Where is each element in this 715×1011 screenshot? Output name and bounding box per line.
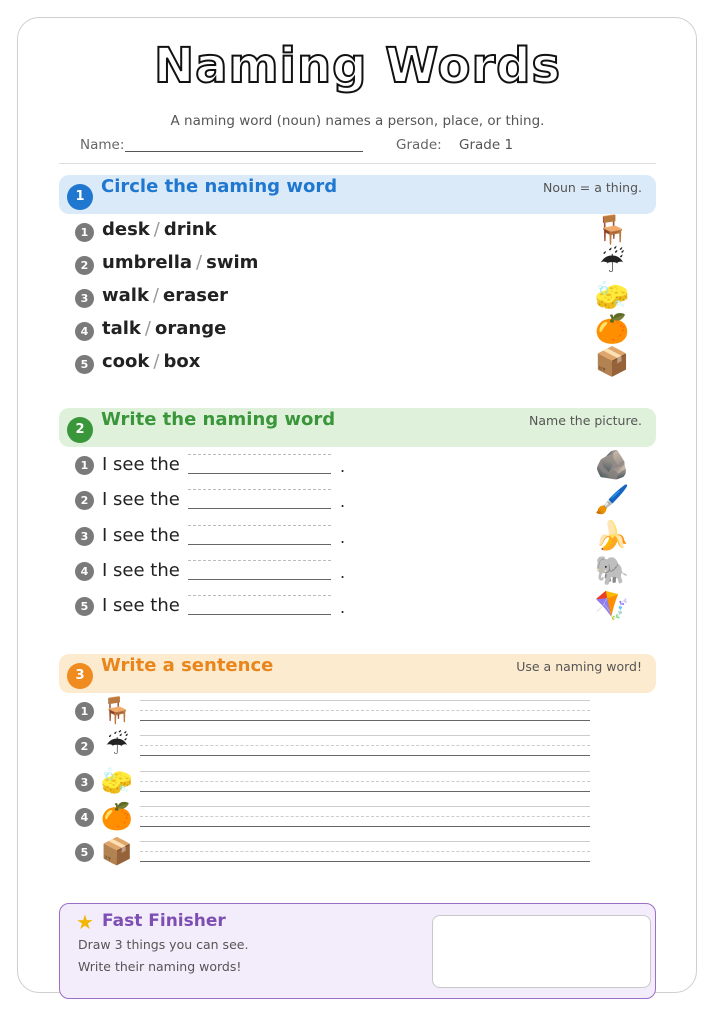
sentence-period: . <box>340 598 346 617</box>
section-hint: Name the picture. <box>529 413 642 428</box>
umbrella-icon: ☔ <box>599 246 625 279</box>
word-option[interactable]: drink <box>163 219 217 240</box>
item-number-badge: 5 <box>75 355 94 374</box>
sentence-writing-line[interactable] <box>140 720 590 721</box>
sentence-prompt: I see the <box>102 454 180 475</box>
item-number-badge: 3 <box>75 527 94 546</box>
answer-guide-line <box>188 489 331 490</box>
writing-line-top <box>140 735 590 736</box>
word-option[interactable]: umbrella <box>102 252 193 273</box>
section-number: 1 <box>67 184 93 210</box>
item-number-badge: 4 <box>75 808 94 827</box>
sentence-prompt: I see the <box>102 595 180 616</box>
writing-line-top <box>140 771 590 772</box>
fast-finisher-line-1: Draw 3 things you can see. <box>78 937 249 952</box>
star-icon: ★ <box>76 910 94 934</box>
section-number: 3 <box>67 663 93 689</box>
word-option[interactable]: swim <box>206 252 259 273</box>
sentence-period: . <box>340 457 346 476</box>
sentence-writing-line[interactable] <box>140 755 590 756</box>
sentence-prompt: I see the <box>102 525 180 546</box>
section-number: 2 <box>67 417 93 443</box>
separator: / <box>153 219 160 240</box>
word-choice-row <box>102 318 226 339</box>
word-choice-row <box>102 219 217 240</box>
header-divider <box>59 163 656 164</box>
item-number-badge: 4 <box>75 562 94 581</box>
word-choice-row <box>102 285 228 306</box>
answer-blank[interactable] <box>188 508 331 509</box>
sentence-period: . <box>340 528 346 547</box>
name-field[interactable] <box>125 151 363 152</box>
item-number-badge: 5 <box>75 597 94 616</box>
sentence-writing-line[interactable] <box>140 791 590 792</box>
separator: / <box>153 351 160 372</box>
section-hint: Use a naming word! <box>516 659 642 674</box>
sentence-period: . <box>340 563 346 582</box>
worksheet-subtitle: A naming word (noun) names a person, place, or thing. <box>170 113 545 129</box>
writing-line-mid <box>140 745 590 746</box>
drawing-box[interactable] <box>432 915 651 988</box>
elephant-icon: 🐘 <box>594 554 630 587</box>
item-number-badge: 2 <box>75 256 94 275</box>
writing-line-mid <box>140 781 590 782</box>
word-choice-row <box>102 252 258 273</box>
word-option[interactable]: desk <box>102 219 150 240</box>
writing-line-mid <box>140 710 590 711</box>
separator: / <box>152 285 159 306</box>
item-number-badge: 4 <box>75 322 94 341</box>
answer-guide-line <box>188 560 331 561</box>
answer-guide-line <box>188 454 331 455</box>
writing-line-top <box>140 841 590 842</box>
rock-icon: 🪨 <box>594 448 630 481</box>
item-number-badge: 1 <box>75 702 94 721</box>
word-option[interactable]: eraser <box>163 285 229 306</box>
kite-icon: 🪁 <box>594 589 630 622</box>
item-number-badge: 1 <box>75 456 94 475</box>
item-number-badge: 5 <box>75 843 94 862</box>
umbrella-icon: ☔ <box>105 731 129 761</box>
fast-finisher-line-2: Write their naming words! <box>78 959 242 974</box>
word-option[interactable]: talk <box>102 318 141 339</box>
section-3-header <box>59 654 656 693</box>
name-label: Name: <box>80 137 125 153</box>
worksheet-title: Naming Words <box>153 38 562 94</box>
answer-blank[interactable] <box>188 473 331 474</box>
answer-blank[interactable] <box>188 579 331 580</box>
item-number-badge: 2 <box>75 737 94 756</box>
separator: / <box>196 252 203 273</box>
section-hint: Noun = a thing. <box>542 180 642 195</box>
grade-label: Grade: <box>396 137 442 153</box>
sentence-writing-line[interactable] <box>140 861 590 862</box>
word-option[interactable]: box <box>163 351 201 372</box>
banana-icon: 🍌 <box>594 519 630 552</box>
section-2-header <box>59 408 656 447</box>
sentence-period: . <box>340 492 346 511</box>
sentence-prompt: I see the <box>102 489 180 510</box>
writing-line-top <box>140 806 590 807</box>
answer-guide-line <box>188 525 331 526</box>
chair-icon: 🪑 <box>100 696 134 726</box>
writing-line-top <box>140 700 590 701</box>
box-icon: 📦 <box>100 837 134 867</box>
item-number-badge: 3 <box>75 773 94 792</box>
chair-icon: 🪑 <box>594 213 630 246</box>
orange-icon: 🍊 <box>594 312 630 345</box>
writing-line-mid <box>140 851 590 852</box>
fast-finisher-box <box>59 903 656 999</box>
fast-finisher-title: Fast Finisher <box>102 911 226 931</box>
word-option[interactable]: orange <box>154 318 227 339</box>
grade-value: Grade 1 <box>459 137 514 153</box>
box-icon: 📦 <box>594 345 630 378</box>
paintbrush-icon: 🖌️ <box>594 483 630 516</box>
word-option[interactable]: cook <box>102 351 150 372</box>
sentence-prompt: I see the <box>102 560 180 581</box>
answer-blank[interactable] <box>188 614 331 615</box>
answer-guide-line <box>188 595 331 596</box>
item-number-badge: 1 <box>75 223 94 242</box>
section-1-header <box>59 175 656 214</box>
answer-blank[interactable] <box>188 544 331 545</box>
sponge-icon: 🧽 <box>100 767 134 797</box>
writing-line-mid <box>140 816 590 817</box>
orange-icon: 🍊 <box>100 802 134 832</box>
sponge-icon: 🧽 <box>594 279 630 312</box>
item-number-badge: 2 <box>75 491 94 510</box>
section-heading: Circle the naming word <box>101 176 338 197</box>
section-heading: Write the naming word <box>101 409 336 430</box>
word-option[interactable]: walk <box>102 285 149 306</box>
word-choice-row <box>102 351 200 372</box>
item-number-badge: 3 <box>75 289 94 308</box>
sentence-writing-line[interactable] <box>140 826 590 827</box>
section-heading: Write a sentence <box>101 655 274 676</box>
separator: / <box>144 318 151 339</box>
